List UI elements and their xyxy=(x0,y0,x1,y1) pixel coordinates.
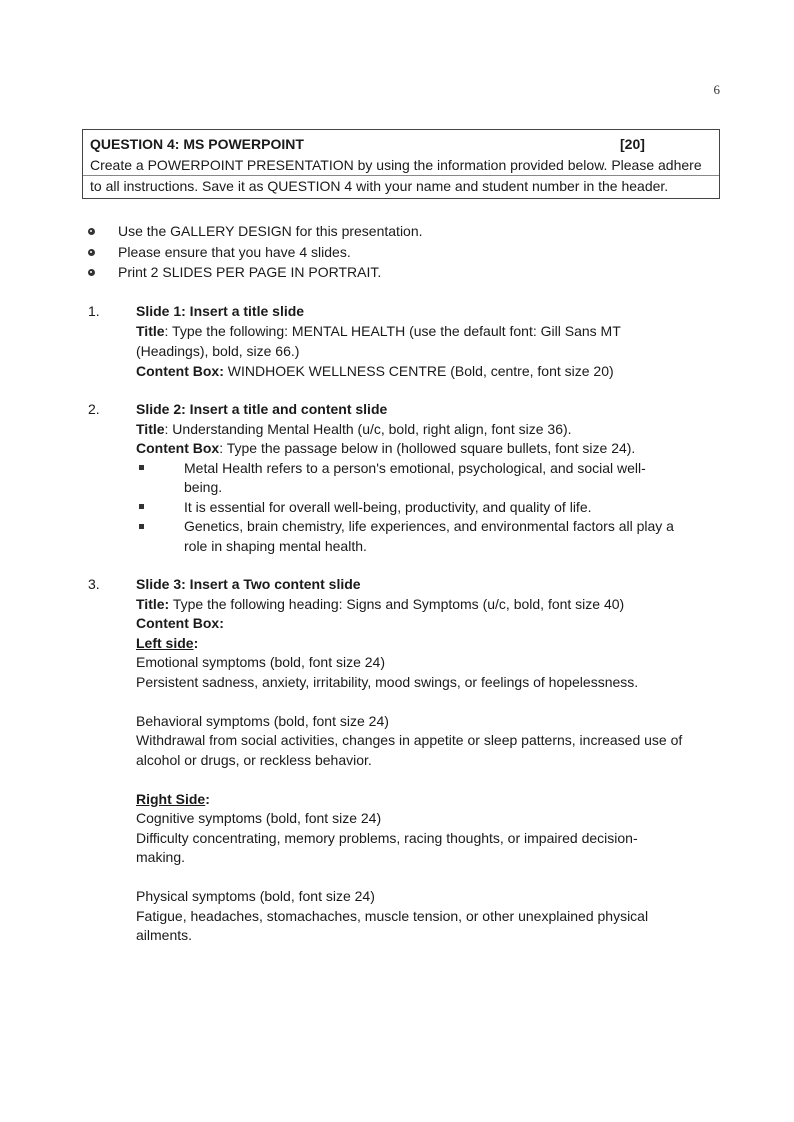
emotional-heading: Emotional symptoms (bold, font size 24) xyxy=(136,654,385,670)
page-number: 6 xyxy=(713,82,720,97)
square-bullet-icon xyxy=(139,524,144,529)
title-text: : Type the following: MENTAL HEALTH (use the default font: Gill Sans MT xyxy=(164,323,621,339)
slide1-title-line2: (Headings), bold, size 66.) xyxy=(136,343,300,359)
title-text: Type the following heading: Signs and Symptoms (u/c, bold, font size 40) xyxy=(169,595,625,612)
right-side-label xyxy=(136,789,210,809)
list-item xyxy=(0,221,794,242)
title-label: Title xyxy=(136,323,165,339)
question-marks: [20] xyxy=(620,136,645,152)
physical-line1: Fatigue, headaches, stomachaches, muscle tension, or other unexplained physical xyxy=(136,907,649,924)
item-number: 2. xyxy=(88,401,100,417)
slide2-bullet3-line2: role in shaping mental health. xyxy=(184,537,367,554)
cognitive-heading: Cognitive symptoms (bold, font size 24) xyxy=(136,810,382,826)
title-label: Title: xyxy=(136,595,170,612)
slide3-content-label: Content Box: xyxy=(136,615,224,631)
slide3-heading: Slide 3: Insert a Two content slide xyxy=(136,576,361,592)
right-side-text: Right Side xyxy=(136,790,206,807)
behavioral-line2: alcohol or drugs, or reckless behavior. xyxy=(136,751,372,768)
slide3-title-line xyxy=(136,594,624,614)
title-label: Title xyxy=(136,420,165,437)
content-text: : Type the passage below in (hollowed square bullets, font size 24). xyxy=(219,440,636,456)
square-bullet-icon xyxy=(139,465,144,470)
cognitive-line2: making. xyxy=(136,849,186,865)
emotional-text: Persistent sadness, anxiety, irritability, mood swings, or feelings of hopelessness. xyxy=(136,673,639,690)
general-bullet-list xyxy=(0,221,794,283)
left-side-colon: : xyxy=(193,634,199,651)
question-instructions-line1: Create a POWERPOINT PRESENTATION by using the information provided below. Please adhere xyxy=(90,157,702,173)
left-side-text: Left side xyxy=(136,634,194,651)
bullet-icon xyxy=(88,249,95,256)
slide2-bullet1-line2: being. xyxy=(184,479,223,495)
physical-heading: Physical symptoms (bold, font size 24) xyxy=(136,888,375,904)
cognitive-line1: Difficulty concentrating, memory problems, racing thoughts, or impaired decision- xyxy=(136,829,638,846)
question-box xyxy=(82,129,720,199)
content-label: Content Box xyxy=(136,440,220,456)
title-text: : Understanding Mental Health (u/c, bold, right align, font size 36). xyxy=(164,420,572,437)
bullet-icon xyxy=(88,269,95,276)
square-bullet-icon xyxy=(139,504,144,509)
left-side-label xyxy=(136,633,198,653)
behavioral-heading: Behavioral symptoms (bold, font size 24) xyxy=(136,712,389,729)
slide1-heading: Slide 1: Insert a title slide xyxy=(136,303,305,319)
physical-line2: ailments. xyxy=(136,927,193,943)
bullet-icon xyxy=(88,228,95,235)
item-number: 1. xyxy=(88,303,100,319)
bullet-text: Please ensure that you have 4 slides. xyxy=(118,243,351,260)
slide2-title-line xyxy=(136,419,572,439)
slide2-heading: Slide 2: Insert a title and content slide xyxy=(136,401,388,417)
slide2-bullet2: It is essential for overall well-being, productivity, and quality of life. xyxy=(184,498,592,515)
content-text: WINDHOEK WELLNESS CENTRE (Bold, centre, font size 20) xyxy=(223,363,614,379)
slide1-content-line xyxy=(136,361,614,381)
right-side-colon: : xyxy=(205,790,210,807)
slide2-bullet3-line1: Genetics, brain chemistry, life experiences, and environmental factors all play a xyxy=(184,518,674,534)
content-label: Content Box: xyxy=(136,363,224,379)
bullet-text: Use the GALLERY DESIGN for this presentation. xyxy=(118,223,423,239)
question-heading: QUESTION 4: MS POWERPOINT xyxy=(90,136,304,152)
list-item xyxy=(0,242,794,263)
question-instructions-line2: to all instructions. Save it as QUESTION 4 with your name and student number in the header. xyxy=(90,178,669,194)
slide2-content-line xyxy=(136,438,635,458)
bullet-text: Print 2 SLIDES PER PAGE IN PORTRAIT. xyxy=(118,264,382,280)
item-number: 3. xyxy=(88,576,100,592)
slide1-title-line xyxy=(136,321,621,341)
list-item xyxy=(0,262,794,283)
slide2-bullet1-line1: Metal Health refers to a person's emotional, psychological, and social well- xyxy=(184,459,646,476)
behavioral-line1: Withdrawal from social activities, changes in appetite or sleep patterns, increased use of xyxy=(136,732,683,748)
